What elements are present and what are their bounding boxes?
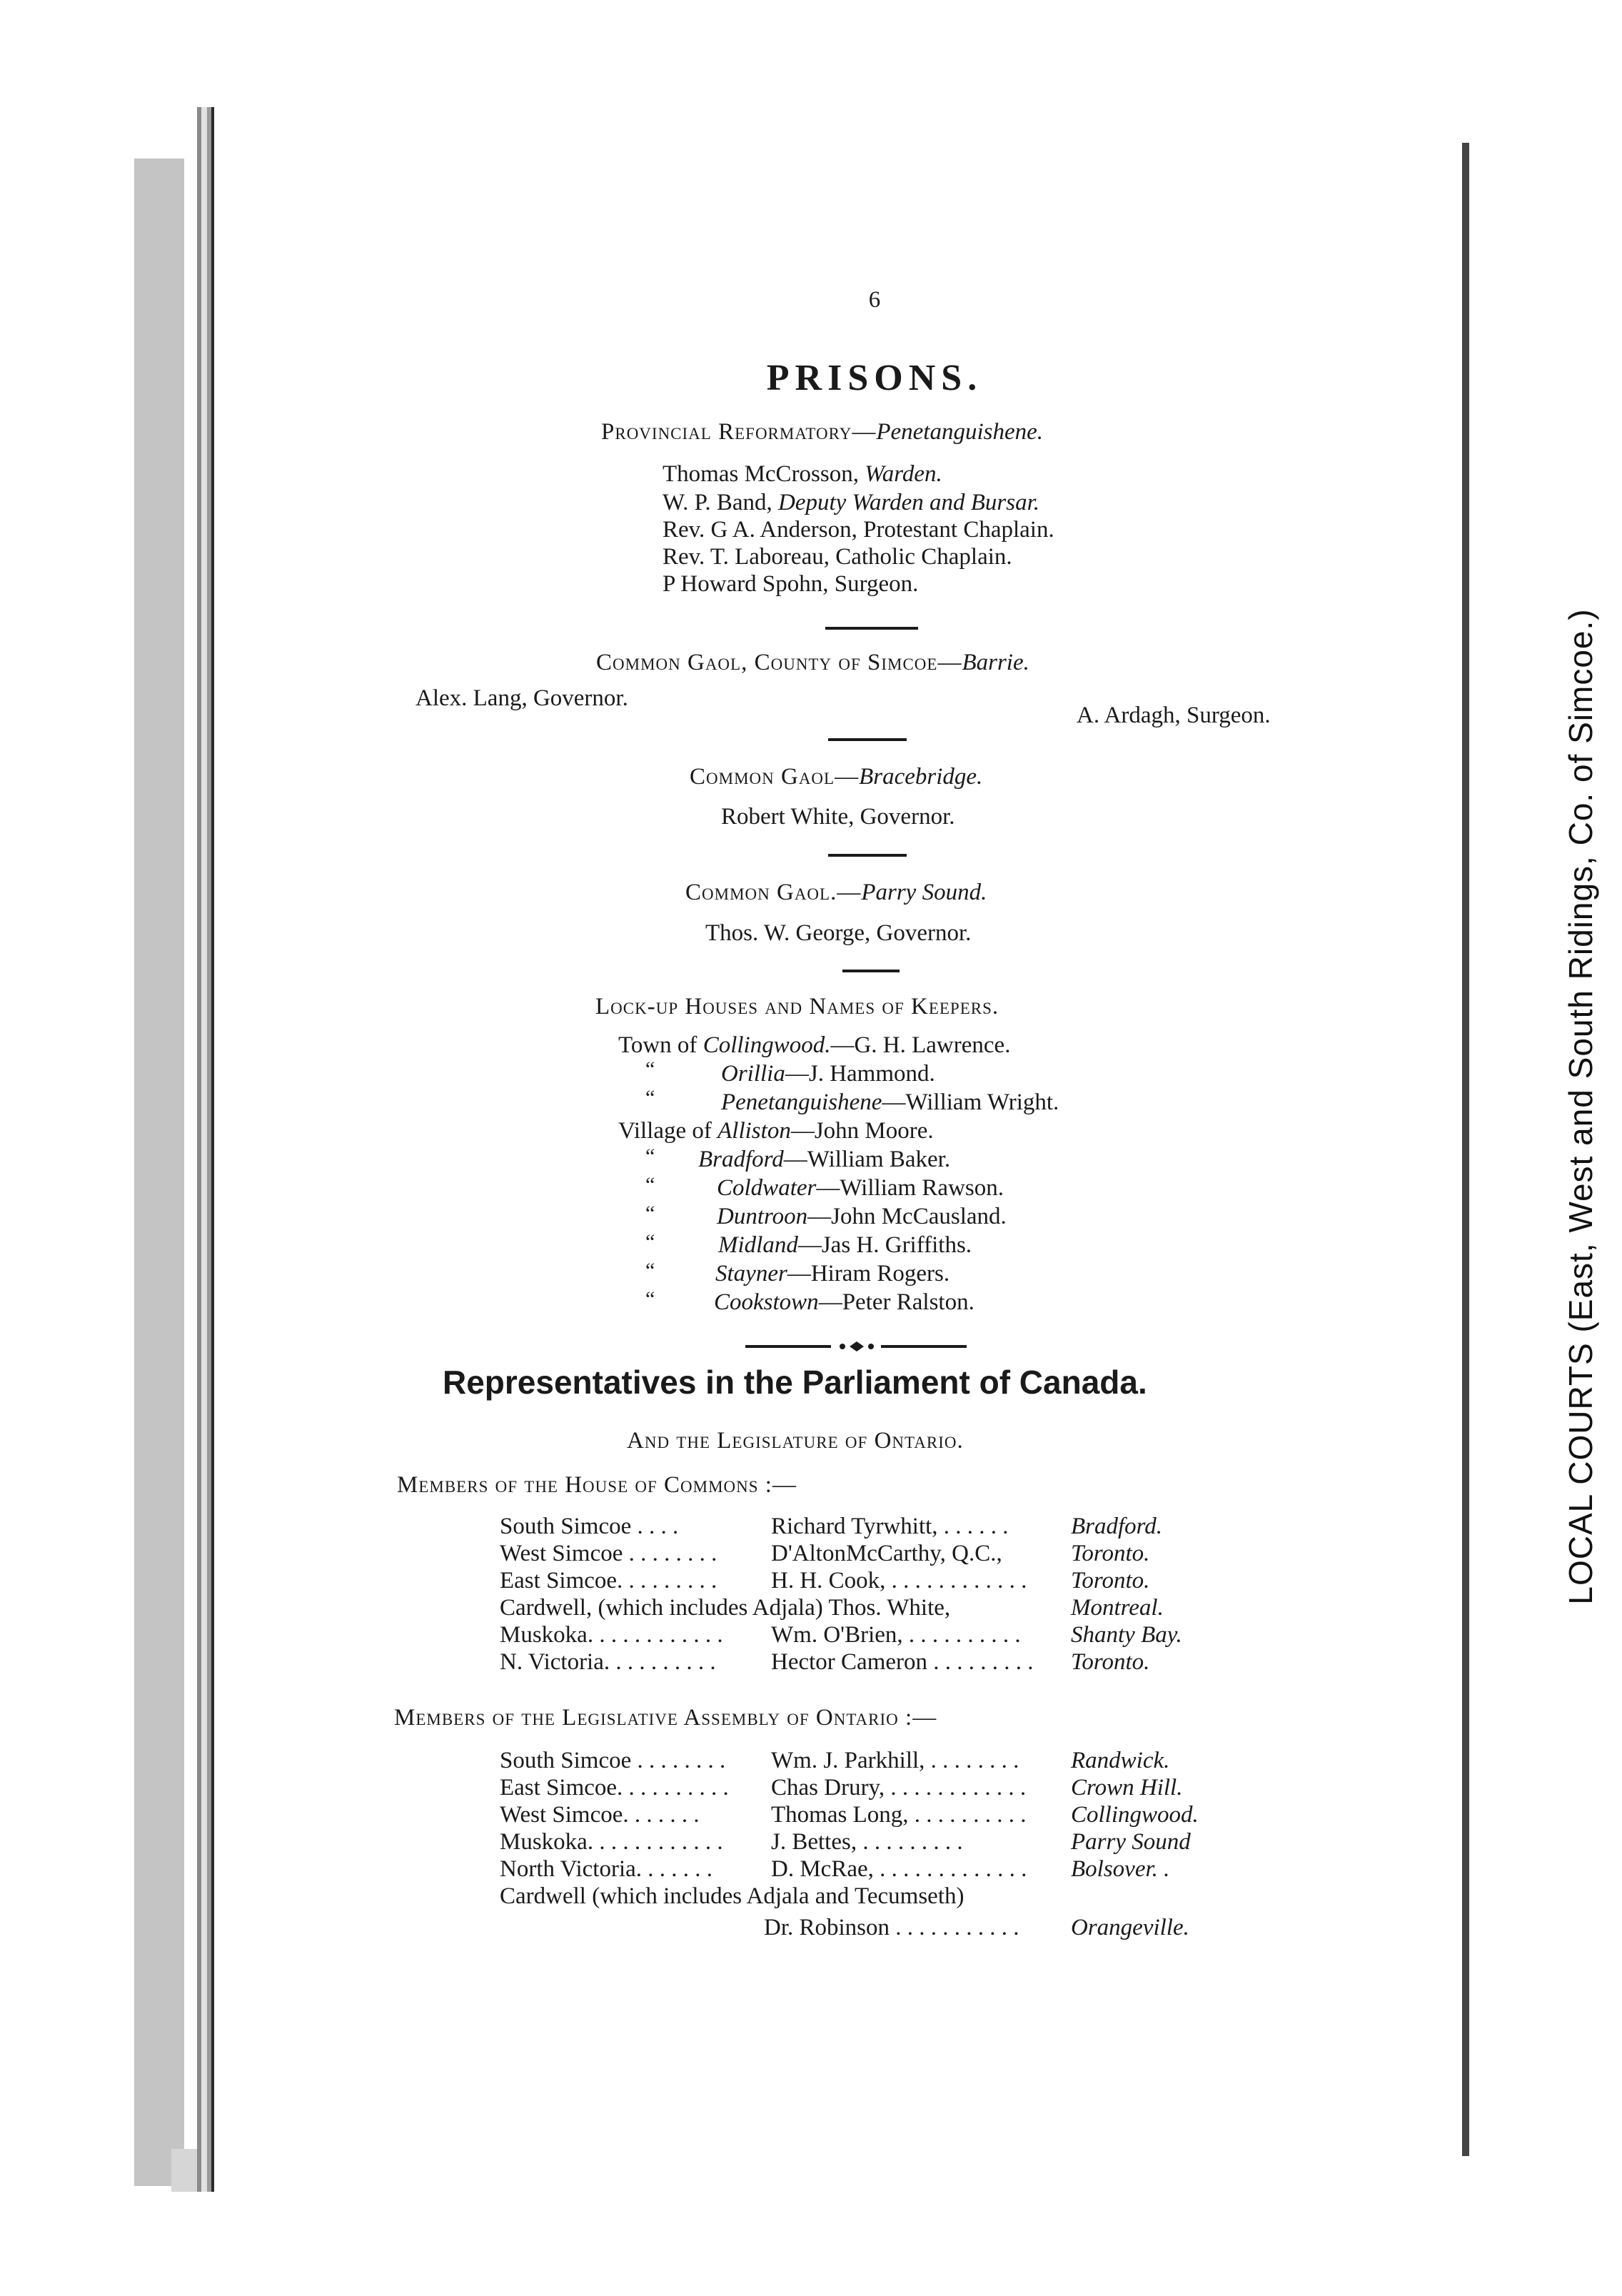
commons-title: Members of the House of Commons :— — [397, 1472, 797, 1498]
lockup-place: Stayner — [715, 1261, 787, 1287]
bracebridge-gaol-label: Common Gaol— — [690, 764, 860, 790]
member: Dr. Robinson . . . . . . . . . . . — [764, 1915, 1019, 1940]
representatives-heading: Representatives in the Parliament of Canada. — [443, 1364, 1147, 1401]
residence: Parry Sound — [1071, 1829, 1191, 1855]
residence: Shanty Bay. — [1071, 1622, 1182, 1648]
lockups-title: Lock-up Houses and Names of Keepers. — [595, 994, 999, 1019]
lockup-place: Duntroon — [717, 1204, 808, 1229]
parry-sound-gaol-title — [685, 878, 987, 907]
lockup-keeper: —Hiram Rogers. — [787, 1261, 950, 1287]
member: Hector Cameron . . . . . . . . . — [771, 1649, 1034, 1675]
reformatory-title — [601, 418, 1043, 446]
lockup-prefix: Village of — [618, 1118, 718, 1144]
lockup-entry — [721, 1059, 935, 1088]
ditto-mark: “ — [645, 1259, 655, 1282]
ditto-mark: “ — [645, 1287, 655, 1311]
prisons-heading: PRISONS. — [766, 358, 983, 398]
staff-name: P Howard Spohn, Surgeon. — [663, 571, 919, 597]
staff-row — [663, 460, 942, 488]
member: J. Bettes, . . . . . . . . . — [771, 1829, 963, 1855]
residence: Orangeville. — [1071, 1915, 1189, 1940]
lockup-place: Midland — [718, 1232, 798, 1258]
lockup-place: Coldwater — [717, 1175, 817, 1201]
member: H. H. Cook, . . . . . . . . . . . . — [771, 1568, 1027, 1593]
lockup-entry — [718, 1231, 972, 1259]
lockup-prefix: Town of — [618, 1032, 703, 1058]
staff-row — [663, 543, 1012, 571]
ditto-mark: “ — [645, 1057, 655, 1081]
section-rule — [842, 970, 900, 972]
simcoe-gaol-label: Common Gaol, County of Simcoe— — [596, 650, 962, 675]
staff-name: W. P. Band, — [663, 490, 778, 515]
ditto-mark: “ — [645, 1086, 655, 1109]
book-spine — [1462, 143, 1469, 2156]
staff-name: Rev. T. Laboreau, Catholic Chaplain. — [663, 544, 1012, 570]
member: Chas Drury, . . . . . . . . . . . . — [771, 1775, 1027, 1801]
staff-row — [663, 515, 1054, 544]
assembly-last-riding: Cardwell (which includes Adjala and Tecumseth) — [500, 1883, 964, 1909]
staff-name: Thomas McCrosson, — [663, 461, 865, 487]
lockup-keeper: —John Moore. — [790, 1118, 934, 1144]
simcoe-gaol-governor: Alex. Lang, Governor. — [415, 685, 628, 711]
commons-row — [500, 1648, 1249, 1676]
page-shadow — [134, 158, 184, 2186]
staff-name: Rev. G A. Anderson, Protestant Chaplain. — [663, 517, 1054, 543]
assembly-row — [500, 1855, 1249, 1883]
residence: Toronto. — [1071, 1649, 1150, 1675]
section-rule — [828, 738, 907, 741]
simcoe-gaol-place: Barrie. — [962, 650, 1029, 675]
lockup-entry — [714, 1288, 974, 1316]
lockup-place: Penetanguishene — [721, 1089, 882, 1115]
lockup-place: Alliston — [717, 1118, 791, 1144]
riding: West Simcoe . . . . . . . . — [500, 1541, 717, 1566]
residence: Toronto. — [1071, 1541, 1150, 1566]
lockup-place: Bradford — [698, 1147, 784, 1172]
riding: North Victoria. . . . . . . — [500, 1856, 713, 1882]
lockup-keeper: —John McCausland. — [807, 1204, 1007, 1229]
page-number: 6 — [868, 287, 881, 313]
lockup-place: Orillia — [721, 1061, 785, 1087]
lockup-keeper: —William Rawson. — [816, 1175, 1004, 1201]
side-caption: LOCAL COURTS (East, West and South Ridings, Co. of Simcoe.) — [1562, 608, 1599, 1605]
commons-row — [500, 1539, 1249, 1568]
riding: N. Victoria. . . . . . . . . . — [500, 1649, 716, 1675]
lockup-keeper: —Jas H. Griffiths. — [797, 1232, 972, 1258]
riding: Muskoka. . . . . . . . . . . . — [500, 1622, 723, 1648]
section-rule — [828, 854, 907, 857]
lockup-entry — [715, 1259, 949, 1288]
staff-role: Warden. — [865, 461, 942, 487]
lockup-entry — [618, 1031, 1010, 1059]
simcoe-gaol-title — [596, 648, 1029, 677]
lockup-place: Collingwood. — [702, 1032, 831, 1058]
riding: Cardwell, (which includes Adjala) Thos. White, — [500, 1595, 951, 1621]
riding: East Simcoe. . . . . . . . . . — [500, 1775, 729, 1801]
commons-row — [500, 1621, 1249, 1649]
bracebridge-gaol-place: Bracebridge. — [859, 764, 983, 790]
lockup-entry — [721, 1088, 1059, 1117]
representatives-subheading: And the Legislature of Ontario. — [627, 1428, 964, 1454]
lockup-entry — [717, 1202, 1007, 1231]
lockup-keeper: —William Baker. — [783, 1147, 951, 1172]
riding: Muskoka. . . . . . . . . . . . — [500, 1829, 723, 1855]
lockup-keeper: —Peter Ralston. — [818, 1289, 974, 1315]
ditto-mark: “ — [645, 1202, 655, 1225]
member: Richard Tyrwhitt, . . . . . . — [771, 1514, 1009, 1539]
commons-row — [500, 1593, 1249, 1622]
lockup-entry — [698, 1145, 950, 1174]
riding: West Simcoe. . . . . . . — [500, 1802, 700, 1828]
ditto-mark: “ — [645, 1173, 655, 1197]
staff-role: Deputy Warden and Bursar. — [777, 490, 1040, 515]
residence: Crown Hill. — [1071, 1775, 1183, 1801]
lockup-place: Cookstown — [714, 1289, 819, 1315]
residence: Collingwood. — [1071, 1802, 1199, 1828]
member: D'AltonMcCarthy, Q.C., — [771, 1541, 1002, 1566]
assembly-row — [500, 1746, 1249, 1775]
lockup-keeper: —William Wright. — [882, 1089, 1059, 1115]
residence: Montreal. — [1071, 1595, 1164, 1621]
lockup-entry — [717, 1174, 1004, 1202]
reformatory-label: Provincial Reformatory— — [601, 419, 877, 445]
member: Wm. O'Brien, . . . . . . . . . . — [771, 1622, 1021, 1648]
assembly-row — [500, 1913, 1249, 1942]
commons-row — [500, 1512, 1249, 1541]
ditto-mark: “ — [645, 1230, 655, 1254]
riding: South Simcoe . . . . . . . . — [500, 1748, 726, 1773]
riding: East Simcoe. . . . . . . . . — [500, 1568, 717, 1593]
assembly-title: Members of the Legislative Assembly of Ontario :— — [394, 1705, 937, 1731]
residence: Randwick. — [1071, 1748, 1170, 1773]
riding: South Simcoe . . . . — [500, 1514, 679, 1539]
lockup-keeper: —J. Hammond. — [785, 1061, 935, 1087]
bracebridge-gaol-governor: Robert White, Governor. — [721, 804, 955, 830]
lockup-keeper: —G. H. Lawrence. — [830, 1032, 1011, 1058]
assembly-row — [500, 1773, 1249, 1802]
ornament-divider — [745, 1339, 967, 1354]
parry-sound-gaol-governor: Thos. W. George, Governor. — [705, 920, 972, 946]
section-rule — [825, 627, 918, 630]
staff-row — [663, 488, 1039, 517]
residence: Toronto. — [1071, 1568, 1150, 1593]
assembly-row — [500, 1828, 1249, 1856]
residence: Bolsover. . — [1071, 1856, 1170, 1882]
member: D. McRae, . . . . . . . . . . . . . — [771, 1856, 1027, 1882]
ditto-mark: “ — [645, 1144, 655, 1168]
parry-sound-gaol-place: Parry Sound. — [861, 880, 987, 905]
residence: Bradford. — [1071, 1514, 1163, 1539]
member: Thomas Long, . . . . . . . . . . — [771, 1802, 1027, 1828]
commons-row — [500, 1566, 1249, 1595]
member: Wm. J. Parkhill, . . . . . . . . — [771, 1748, 1019, 1773]
assembly-row — [500, 1801, 1249, 1829]
staff-row — [663, 570, 918, 598]
lockup-entry — [618, 1117, 934, 1145]
bracebridge-gaol-title — [690, 762, 982, 791]
reformatory-place: Penetanguishene. — [876, 419, 1044, 445]
parry-sound-gaol-label: Common Gaol.— — [685, 880, 862, 905]
simcoe-gaol-surgeon: A. Ardagh, Surgeon. — [1077, 703, 1271, 728]
